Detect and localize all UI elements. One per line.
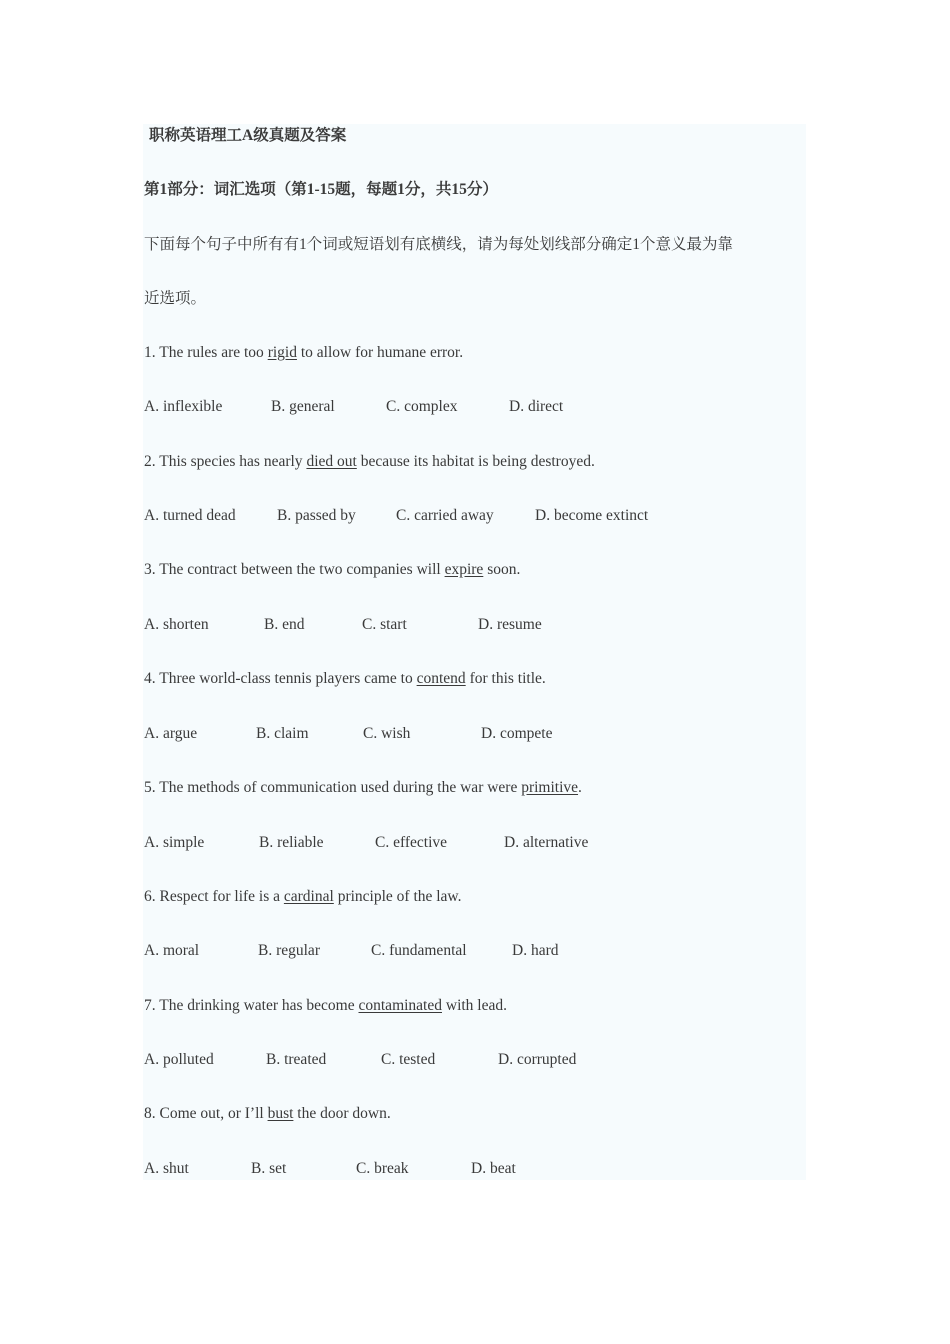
option-a: A. shorten <box>144 616 209 633</box>
question-5 <box>144 778 582 798</box>
option-a: A. argue <box>144 725 198 742</box>
instructions-line-1: 下面每个句子中所有有1个词或短语划有底横线，请为每处划线部分确定1个意义最为靠 <box>144 236 734 253</box>
question-2 <box>144 452 595 472</box>
question-text: 4. Three world-class tennis players came to <box>144 670 417 687</box>
question-text: because its habitat is being destroyed. <box>356 453 595 470</box>
question-6-options <box>144 941 744 961</box>
option-c: C. carried away <box>396 507 494 524</box>
option-a: A. simple <box>144 834 205 851</box>
question-7-options <box>144 1050 744 1070</box>
question-text: to allow for humane error. <box>296 344 464 361</box>
option-d: D. alternative <box>504 834 589 851</box>
question-text: . <box>578 779 582 796</box>
option-a: A. polluted <box>144 1051 214 1068</box>
question-1-options <box>144 397 744 417</box>
question-text: 6. Respect for life is a <box>144 888 284 905</box>
option-d: D. beat <box>471 1160 516 1177</box>
option-d: D. direct <box>509 398 564 415</box>
question-text: 8. Come out, or I’ll <box>144 1105 268 1122</box>
option-d: D. hard <box>512 942 559 959</box>
option-d: D. become extinct <box>535 507 649 524</box>
section-heading: 第1部分：词汇选项（第1-15题，每题1分，共15分） <box>144 181 498 198</box>
option-c: C. break <box>356 1160 409 1177</box>
question-8 <box>144 1104 391 1124</box>
option-b: B. passed by <box>277 507 356 524</box>
question-text: soon. <box>483 561 521 578</box>
question-text: for this title. <box>465 670 546 687</box>
option-a: A. turned dead <box>144 507 236 524</box>
underlined-word: died out <box>306 453 357 470</box>
question-3 <box>144 560 520 580</box>
option-b: B. regular <box>258 942 320 959</box>
option-a: A. inflexible <box>144 398 223 415</box>
option-b: B. treated <box>266 1051 327 1068</box>
question-text: with lead. <box>442 997 507 1014</box>
option-b: B. end <box>264 616 305 633</box>
question-text: 5. The methods of communication used during the war were <box>144 779 522 796</box>
underlined-word: bust <box>267 1105 294 1122</box>
option-a: A. moral <box>144 942 200 959</box>
question-3-options <box>144 615 744 635</box>
option-d: D. corrupted <box>498 1051 577 1068</box>
question-text: 3. The contract between the two companies will <box>144 561 445 578</box>
option-b: B. claim <box>256 725 309 742</box>
underlined-word: contaminated <box>358 997 442 1014</box>
option-c: C. effective <box>375 834 448 851</box>
question-4 <box>144 669 546 689</box>
question-5-options <box>144 833 744 853</box>
option-c: C. start <box>362 616 407 633</box>
question-8-options <box>144 1159 744 1179</box>
question-text: 1. The rules are too <box>144 344 268 361</box>
question-text: 7. The drinking water has become <box>144 997 359 1014</box>
option-d: D. compete <box>481 725 553 742</box>
option-c: C. fundamental <box>371 942 467 959</box>
question-1 <box>144 343 463 363</box>
instructions-line-2: 近选项。 <box>144 290 207 307</box>
content-highlight-box <box>143 124 806 1180</box>
question-4-options <box>144 724 744 744</box>
option-c: C. tested <box>381 1051 436 1068</box>
option-c: C. complex <box>386 398 458 415</box>
underlined-word: expire <box>444 561 484 578</box>
option-d: D. resume <box>478 616 542 633</box>
question-text: the door down. <box>293 1105 391 1122</box>
option-c: C. wish <box>363 725 411 742</box>
option-b: B. general <box>271 398 335 415</box>
question-7 <box>144 996 507 1016</box>
option-b: B. reliable <box>259 834 324 851</box>
question-text: 2. This species has nearly <box>144 453 307 470</box>
option-b: B. set <box>251 1160 287 1177</box>
question-2-options <box>144 506 744 526</box>
question-6 <box>144 887 462 907</box>
underlined-word: primitive <box>521 779 579 796</box>
underlined-word: rigid <box>267 344 297 361</box>
option-a: A. shut <box>144 1160 189 1177</box>
question-text: principle of the law. <box>333 888 462 905</box>
underlined-word: contend <box>416 670 466 687</box>
underlined-word: cardinal <box>283 888 334 905</box>
document-title: 职称英语理工A级真题及答案 <box>149 127 347 144</box>
